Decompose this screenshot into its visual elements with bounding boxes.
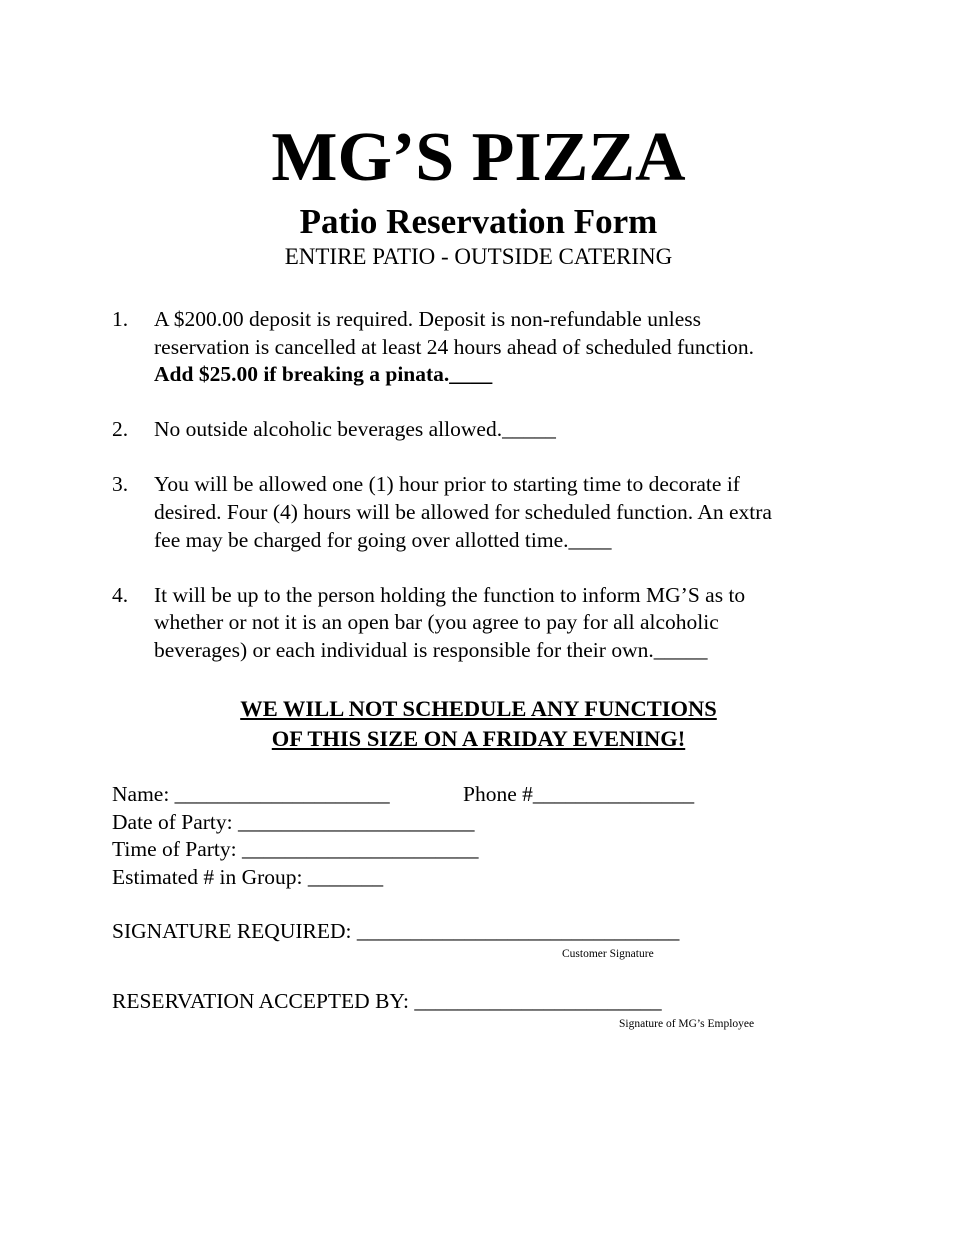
rule-number: 2. xyxy=(112,417,129,442)
rule-line: reservation is cancelled at least 24 hours ahead of scheduled function. xyxy=(154,334,754,359)
rule-line: A $200.00 deposit is required. Deposit is non-refundable unless xyxy=(154,307,701,331)
rule-line: beverages) or each individual is responsible for their own._____ xyxy=(154,637,708,662)
friday-warning xyxy=(0,694,957,754)
rule-item-4 xyxy=(112,582,852,665)
rule-pinata-fee: Add $25.00 if breaking a pinata.____ xyxy=(154,362,493,387)
form-tagline: ENTIRE PATIO - OUTSIDE CATERING xyxy=(284,244,673,269)
rule-item-3 xyxy=(112,471,852,554)
rule-item-1 xyxy=(112,306,852,389)
rule-number: 1. xyxy=(112,307,129,331)
date-of-party-field[interactable]: Date of Party: ______________________ xyxy=(112,809,475,834)
group-size-field[interactable]: Estimated # in Group: _______ xyxy=(112,864,384,889)
employee-signature-caption: Signature of MG’s Employee xyxy=(619,1018,755,1030)
name-phone-row xyxy=(112,781,872,809)
signature-block xyxy=(112,918,872,946)
rule-line: It will be up to the person holding the function to inform MG’S as to xyxy=(154,582,746,607)
rule-item-2 xyxy=(112,416,852,444)
customer-signature-field[interactable]: SIGNATURE REQUIRED: ______________________________ xyxy=(112,919,680,943)
party-details-form xyxy=(112,781,872,891)
restaurant-title: MG’S PIZZA xyxy=(271,119,686,196)
rule-line: desired. Four (4) hours will be allowed for scheduled function. An extra xyxy=(154,499,772,524)
employee-signature-field[interactable]: RESERVATION ACCEPTED BY: _______________________ xyxy=(112,989,662,1013)
rule-number: 3. xyxy=(112,472,129,497)
rule-line: You will be allowed one (1) hour prior to starting time to decorate if xyxy=(154,472,740,497)
time-of-party-field[interactable]: Time of Party: ______________________ xyxy=(112,837,479,862)
time-row xyxy=(112,836,872,864)
rules-list xyxy=(112,306,852,692)
rule-number: 4. xyxy=(112,582,129,607)
warning-line: OF THIS SIZE ON A FRIDAY EVENING! xyxy=(271,726,686,751)
name-field[interactable]: Name: ____________________ xyxy=(112,782,390,806)
form-subtitle: Patio Reservation Form xyxy=(299,202,658,241)
rule-line: fee may be charged for going over allotted time.____ xyxy=(154,527,612,552)
rule-line: whether or not it is an open bar (you agree to pay for all alcoholic xyxy=(154,610,719,635)
date-row xyxy=(112,809,872,837)
warning-line: WE WILL NOT SCHEDULE ANY FUNCTIONS xyxy=(240,696,717,721)
acceptance-block xyxy=(112,988,872,1016)
phone-field[interactable]: Phone #_______________ xyxy=(463,782,695,806)
customer-signature-caption: Customer Signature xyxy=(562,948,654,960)
group-row xyxy=(112,864,872,892)
rule-line: No outside alcoholic beverages allowed._____ xyxy=(154,417,556,442)
